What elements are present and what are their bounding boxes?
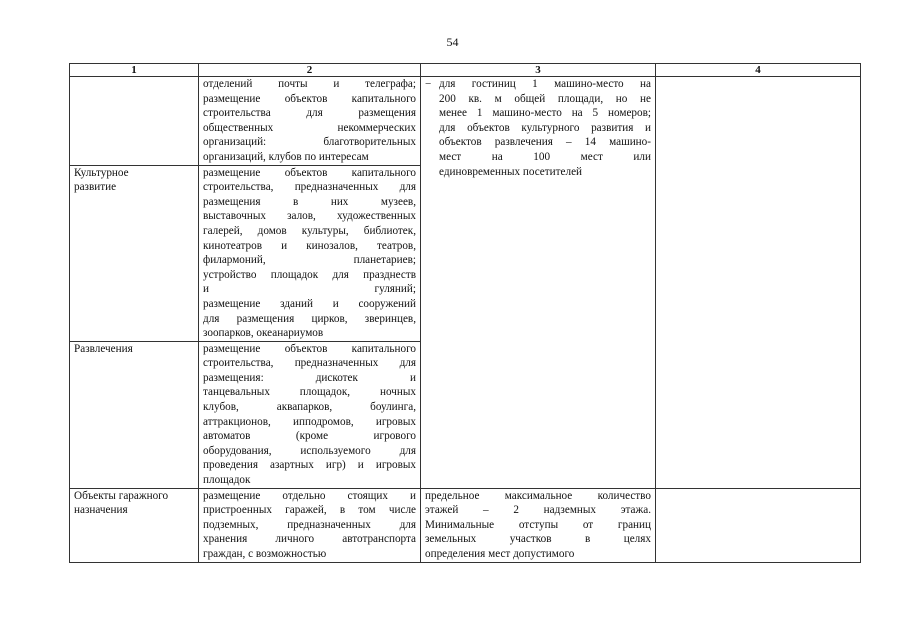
text-line: Объекты гаражного <box>74 489 169 502</box>
text-line: оборудования, используемого для <box>203 444 416 457</box>
cell-column-4 <box>656 77 861 489</box>
text-line: для объектов культурного развития и <box>439 121 651 134</box>
cell-parameters <box>421 488 656 562</box>
text-line: пристроенных гаражей, в том числе <box>203 504 416 517</box>
text-line: Развлечения <box>74 342 133 355</box>
column-header-2: 2 <box>199 64 421 77</box>
text-line: размещения: дискотек и <box>203 371 416 384</box>
text-line: филармоний, планетариев; <box>203 254 416 267</box>
cell-use-type <box>70 77 199 166</box>
cell-use-type <box>70 488 199 562</box>
text-line: Культурное <box>74 166 129 179</box>
text-line: устройство площадок для празднеств <box>203 268 416 281</box>
text-line: выставочных залов, художественных <box>203 210 416 223</box>
text-line: единовременных посетителей <box>439 165 583 178</box>
text-line: зоопарков, океанариумов <box>203 327 324 340</box>
text-line: размещения в них музеев, <box>203 195 416 208</box>
text-line: объектов развлечения – 14 машино- <box>439 136 651 149</box>
regulations-table <box>69 63 861 563</box>
text-line: размещение объектов капитального <box>203 92 416 105</box>
cell-parameters-text <box>439 77 651 179</box>
text-line: общественных некоммерческих <box>203 121 416 134</box>
cell-parameters <box>421 77 656 489</box>
text-line: 200 кв. м общей площади, но не <box>439 92 651 105</box>
text-line: назначения <box>74 504 128 517</box>
text-line: менее 1 машино-место на 5 номеров; <box>439 107 651 120</box>
table-row <box>70 488 861 562</box>
text-line: проведения азартных игр) и игровых <box>203 459 416 472</box>
text-line: размещение отдельно стоящих и <box>203 489 416 502</box>
text-line: площадок <box>203 474 251 487</box>
text-line: галерей, домов культуры, библиотек, <box>203 224 416 237</box>
text-line: организаций: благотворительных <box>203 136 416 149</box>
text-line: определения мест допустимого <box>425 548 575 560</box>
text-line: организаций, клубов по интересам <box>203 150 369 163</box>
cell-use-type <box>70 165 199 341</box>
table-header-row <box>70 64 861 77</box>
text-line: этажей – 2 надземных этажа. <box>425 504 651 517</box>
cell-description <box>199 488 421 562</box>
list-bullet-dash: − <box>425 78 432 90</box>
text-line: автоматов (кроме игрового <box>203 430 416 443</box>
text-line: Минимальные отступы от границ <box>425 518 651 531</box>
cell-description <box>199 165 421 341</box>
text-line: для гостиниц 1 машино-место на <box>439 78 651 90</box>
text-line: развитие <box>74 181 117 194</box>
text-line: для размещения цирков, зверинцев, <box>203 312 416 325</box>
cell-description <box>199 77 421 166</box>
text-line: хранения личного автотранспорта <box>203 533 416 546</box>
page-number: 54 <box>446 35 459 49</box>
text-line: кинотеатров и кинозалов, театров, <box>203 239 416 252</box>
text-line: строительства, предназначенных для <box>203 181 416 194</box>
text-line: и гуляний; <box>203 283 416 296</box>
text-line: подземных, предназначенных для <box>203 518 416 531</box>
text-line: клубов, аквапарков, боулинга, <box>203 401 416 414</box>
text-line: размещение объектов капитального <box>203 166 416 179</box>
table-row <box>70 77 861 166</box>
text-line: размещение зданий и сооружений <box>203 297 416 310</box>
text-line: размещение объектов капитального <box>203 342 416 355</box>
column-header-3: 3 <box>421 64 656 77</box>
cell-use-type <box>70 341 199 488</box>
text-line: строительства, предназначенных для <box>203 357 416 370</box>
text-line: танцевальных площадок, ночных <box>203 386 416 399</box>
text-line: предельное максимальное количество <box>425 489 651 502</box>
column-header-4: 4 <box>656 64 861 77</box>
column-header-1: 1 <box>70 64 199 77</box>
text-line: мест на 100 мест или <box>439 150 651 163</box>
text-line: граждан, с возможностью <box>203 548 327 560</box>
text-line: отделений почты и телеграфа; <box>203 78 416 90</box>
text-line: земельных участков в целях <box>425 533 651 546</box>
cell-description <box>199 341 421 488</box>
cell-column-4 <box>656 488 861 562</box>
text-line: строительства для размещения <box>203 107 416 120</box>
text-line: аттракционов, ипподромов, игровых <box>203 415 416 428</box>
